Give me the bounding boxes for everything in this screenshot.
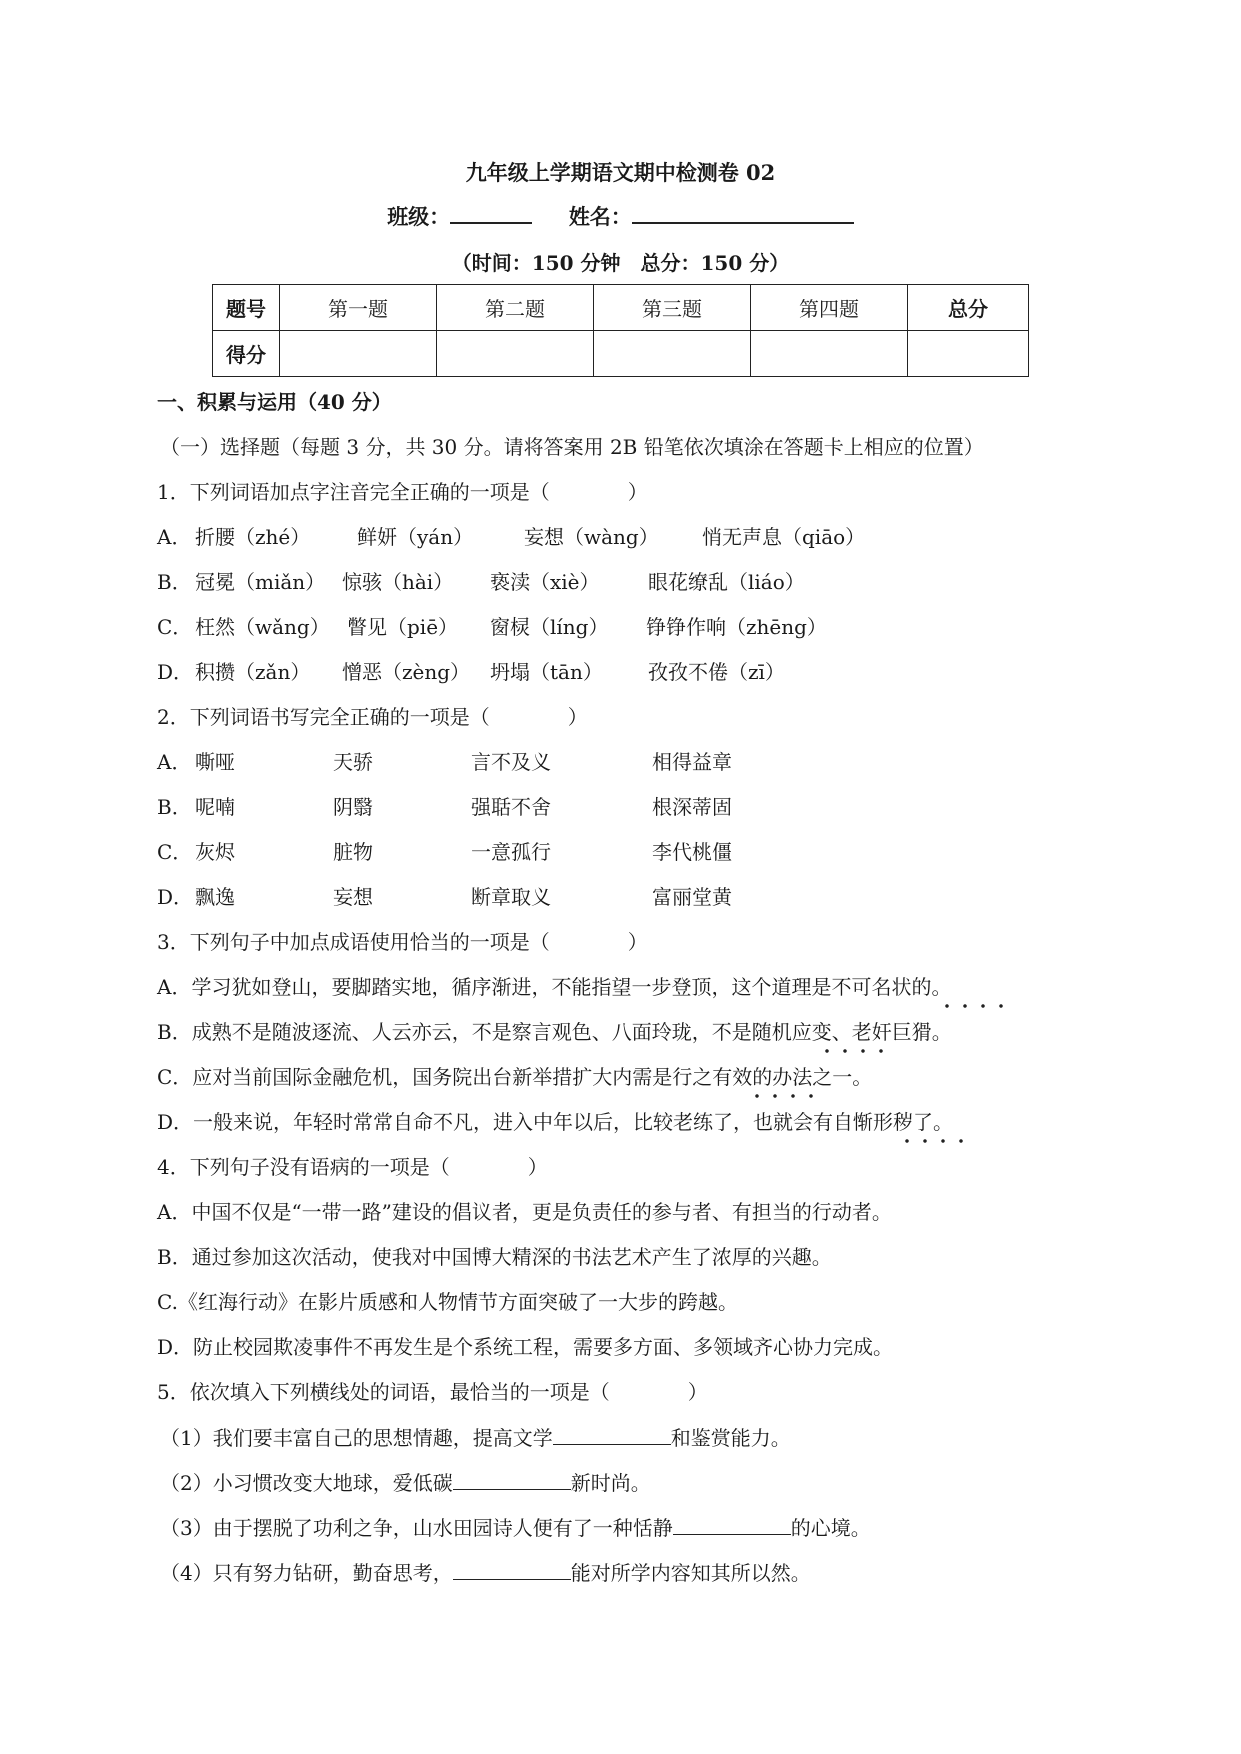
fill-blank[interactable]: [673, 1514, 791, 1535]
q4-option-a[interactable]: A．中国不仅是“一带一路”建设的倡议者，更是负责任的参与者、有担当的行动者。: [157, 1200, 892, 1224]
score-input-cell[interactable]: [594, 331, 751, 377]
score-cell: 第四题: [751, 285, 908, 331]
score-input-cell[interactable]: [908, 331, 1029, 377]
class-blank[interactable]: [450, 204, 532, 224]
emphasis-dots-d: [898, 1139, 970, 1143]
score-input-cell[interactable]: [280, 331, 437, 377]
q5-item-2: （2）小习惯改变大地球，爱低碳 新时尚。: [160, 1471, 651, 1495]
score-cell: 第一题: [280, 285, 437, 331]
score-cell: 总分: [908, 285, 1029, 331]
exam-title: 九年级上学期语文期中检测卷 02: [465, 160, 776, 185]
q4-option-d[interactable]: D．防止校园欺凌事件不再发生是个系统工程，需要多方面、多领域齐心协力完成。: [157, 1335, 894, 1359]
q3-option-c[interactable]: C．应对当前国际金融危机，国务院出台新举措扩大内需是行之有效的办法之一。: [157, 1065, 873, 1089]
question-2-stem: 2．下列词语书写完全正确的一项是（ ）: [157, 705, 588, 729]
fill-blank[interactable]: [553, 1424, 671, 1445]
score-cell: 第三题: [594, 285, 751, 331]
question-5-stem: 5．依次填入下列横线处的词语，最恰当的一项是（ ）: [157, 1380, 708, 1404]
time-score-line: （时间：150 分钟 总分：150 分）: [451, 251, 790, 275]
q5-item-1: （1）我们要丰富自己的思想情趣，提高文学 和鉴赏能力。: [160, 1426, 791, 1450]
q3-option-a[interactable]: A．学习犹如登山，要脚踏实地，循序渐进，不能指望一步登顶，这个道理是不可名状的。: [157, 975, 952, 999]
name-label: 姓名：: [568, 204, 632, 229]
score-table-score-row: [213, 331, 1029, 377]
fill-blank[interactable]: [453, 1469, 571, 1490]
score-cell: 第二题: [437, 285, 594, 331]
score-input-cell[interactable]: [751, 331, 908, 377]
q5-item-3: （3）由于摆脱了功利之争，山水田园诗人便有了一种恬静 的心境。: [160, 1516, 871, 1540]
score-table: [212, 284, 1029, 377]
question-3-stem: 3．下列句子中加点成语使用恰当的一项是（ ）: [157, 930, 648, 954]
section-heading: 一、积累与运用（40 分）: [157, 390, 392, 414]
score-table-header-row: [213, 285, 1029, 331]
name-blank[interactable]: [632, 204, 854, 224]
question-1-stem: 1．下列词语加点字注音完全正确的一项是（ ）: [157, 480, 648, 504]
emphasis-dots-a: [938, 1004, 1010, 1008]
fill-blank[interactable]: [453, 1559, 571, 1580]
score-cell: 题号: [213, 285, 280, 331]
q4-option-b[interactable]: B．通过参加这次活动，使我对中国博大精深的书法艺术产生了浓厚的兴趣。: [157, 1245, 832, 1269]
q3-option-b[interactable]: B．成熟不是随波逐流、人云亦云，不是察言观色、八面玲珑，不是随机应变、老奸巨猾。: [157, 1020, 952, 1044]
student-info-row: [0, 201, 1241, 231]
score-cell: 得分: [213, 331, 280, 377]
emphasis-dots-c: [748, 1094, 820, 1098]
score-input-cell[interactable]: [437, 331, 594, 377]
q5-item-4: （4）只有努力钻研，勤奋思考， 能对所学内容知其所以然。: [160, 1561, 811, 1585]
exam-page: 九年级上学期语文期中检测卷 02 班级： 姓名： （时间：150 分钟 总分：150 分） 题号 第一题 第二题 第三题 第四题 总分 得分 一、积累与运用（40 分） （一）选择题（每题 3 分，共 30 分。请将答案用 2B 铅笔依次填涂在答题卡上相应的位置） 1．下列词语加点字注音完全正确的一项是（ ） A． 折腰（zhé） 鲜妍（yán） 妄想（wàng） 悄无声息（qiāo） B． 冠冕（miǎn） 惊骇（hài） 亵渎（xiè） 眼花缭乱（liáo） C． 枉然（wǎng） 瞥见（piē） 窗棂（líng） 铮铮作响（zhēng） D． 积攒（zǎn） 憎恶（zèng） 坍塌（tān） 孜孜不倦（zī） 2．下列词语书写完全正确的一项是（ ） A． 嘶哑 天骄 言不及义 相得益章 B． 呢喃 阴翳 强聒不舍 根深蒂固 C． 灰烬 脏物 一意孤行 李代桃僵 D． 飘逸 妄想 断章取义 富丽堂黄 3．下列句子中加点成语使用恰当的一项是（ ） A．学习犹如登山，要脚踏实地，循序渐进，不能指望一步登顶，这个道理是不可名状的。 B．成熟不是随波逐流、人云亦云，不是察言观色、八面玲珑，不是随机应变、老奸巨猾。 C．应对当前国际金融危机，国务院出台新举措扩大内需是行之有效的办法之一。 D．一般来说，年轻时常常自命不凡，进入中年以后，比较老练了，也就会有自惭形秽了。 4．下列句子没有语病的一项是（ ） A．中国不仅是“一带一路”建设的倡议者，更是负责任的参与者、有担当的行动者。 B．通过参加这次活动，使我对中国博大精深的书法艺术产生了浓厚的兴趣。 C.《红海行动》在影片质感和人物情节方面突破了一大步的跨越。 D．防止校园欺凌事件不再发生是个系统工程，需要多方面、多领域齐心协力完成。 5．依次填入下列横线处的词语，最恰当的一项是（ ） （1）我们要丰富自己的思想情趣，提高文学 和鉴赏能力。 （2）小习惯改变大地球，爱低碳 新时尚。 （3）由于摆脱了功利之争，山水田园诗人便有了一种恬静 的心境。 （4）只有努力钻研，勤奋思考， 能对所学内容知其所以然。: [0, 0, 1241, 1754]
section-subheading: （一）选择题（每题 3 分，共 30 分。请将答案用 2B 铅笔依次填涂在答题卡上相应的位置）: [160, 435, 984, 459]
question-4-stem: 4．下列句子没有语病的一项是（ ）: [157, 1155, 548, 1179]
q3-option-d[interactable]: D．一般来说，年轻时常常自命不凡，进入中年以后，比较老练了，也就会有自惭形秽了。: [157, 1110, 954, 1134]
class-label: 班级：: [387, 204, 451, 229]
emphasis-dots-b: [818, 1049, 890, 1053]
q4-option-c[interactable]: C.《红海行动》在影片质感和人物情节方面突破了一大步的跨越。: [157, 1290, 738, 1314]
